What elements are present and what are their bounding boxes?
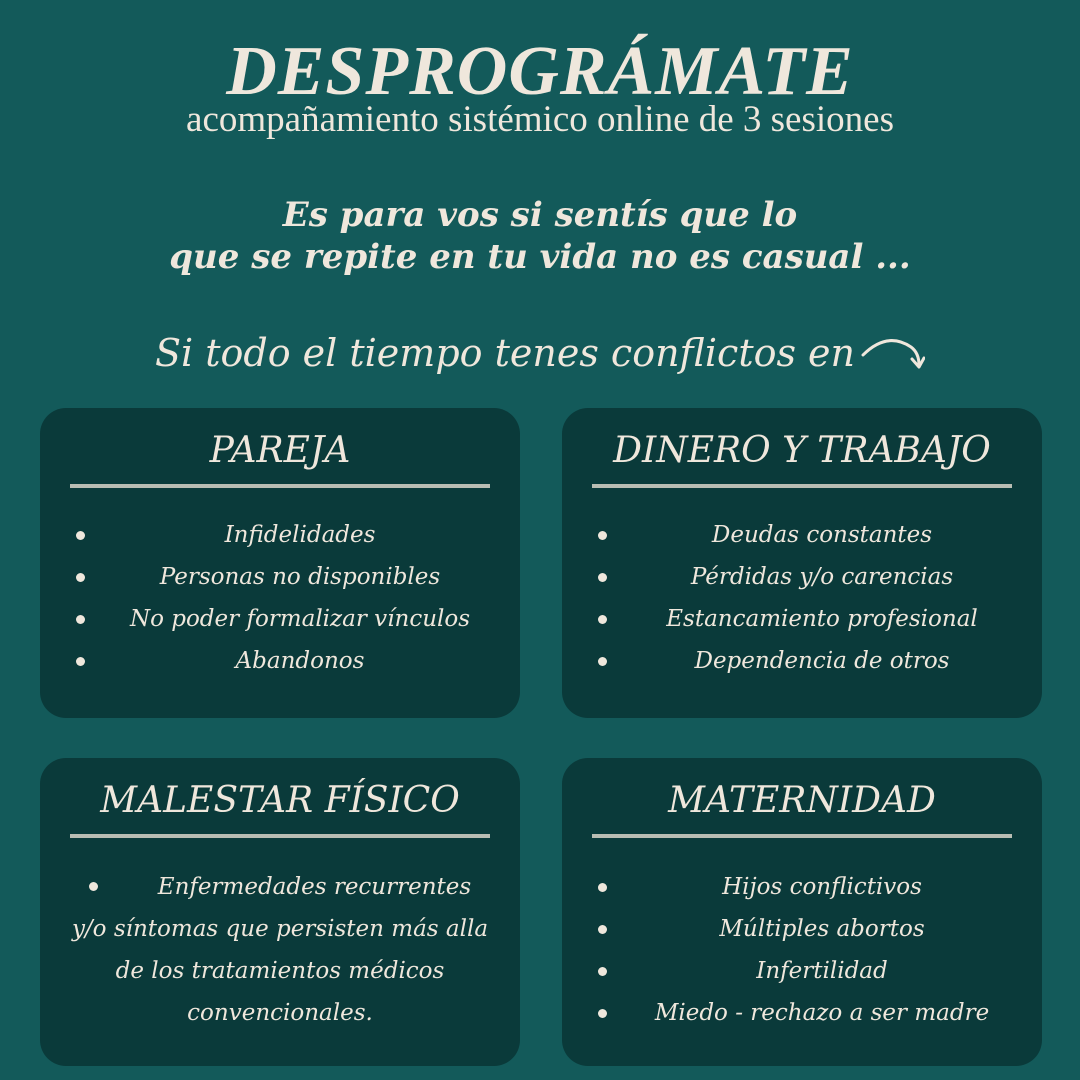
bullet-icon bbox=[598, 573, 607, 582]
list-item-label: Miedo - rechazo a ser madre bbox=[654, 1000, 990, 1026]
lead-text bbox=[0, 328, 1080, 385]
page-title: DESPROGRÁMATE bbox=[226, 33, 854, 110]
bullet-icon bbox=[598, 531, 607, 540]
list-item-label: Infidelidades bbox=[224, 522, 376, 548]
text-line: y/o síntomas que persisten más alla bbox=[71, 916, 489, 942]
list-item-label: Deudas constantes bbox=[711, 522, 933, 548]
list-item bbox=[40, 598, 520, 640]
list-item bbox=[562, 908, 1042, 950]
divider bbox=[70, 484, 490, 488]
text-line: de los tratamientos médicos bbox=[115, 958, 445, 984]
bullet-icon bbox=[76, 615, 85, 624]
symptom-description bbox=[60, 866, 500, 1034]
list-item bbox=[562, 992, 1042, 1034]
list-item-label: Estancamiento profesional bbox=[666, 606, 978, 632]
bullet-icon bbox=[598, 925, 607, 934]
card-title: DINERO Y TRABAJO bbox=[613, 430, 991, 471]
list-item bbox=[562, 598, 1042, 640]
item-list bbox=[562, 866, 1042, 1034]
bullet-icon bbox=[598, 1009, 607, 1018]
list-item bbox=[562, 866, 1042, 908]
text-line bbox=[60, 866, 500, 908]
divider bbox=[592, 834, 1012, 838]
intro-text bbox=[0, 194, 1080, 278]
item-list bbox=[40, 514, 520, 682]
curved-arrow-icon bbox=[859, 329, 925, 385]
list-item bbox=[40, 640, 520, 682]
card-pareja bbox=[40, 408, 520, 718]
list-item-label: Pérdidas y/o carencias bbox=[690, 564, 954, 590]
list-item-label: Infertilidad bbox=[756, 958, 888, 984]
list-item-label: Personas no disponibles bbox=[159, 564, 441, 590]
card-title: MALESTAR FÍSICO bbox=[100, 780, 460, 821]
text-line: convencionales. bbox=[187, 1000, 373, 1026]
divider bbox=[70, 834, 490, 838]
card-maternidad bbox=[562, 758, 1042, 1066]
list-item bbox=[40, 514, 520, 556]
card-malestar-fisico bbox=[40, 758, 520, 1066]
list-item bbox=[562, 514, 1042, 556]
intro-line-1: Es para vos si sentís que lo bbox=[282, 195, 798, 235]
list-item-label: Múltiples abortos bbox=[719, 916, 925, 942]
list-item-label: Dependencia de otros bbox=[694, 648, 950, 674]
list-item bbox=[562, 556, 1042, 598]
bullet-icon bbox=[598, 883, 607, 892]
intro-line-2: que se repite en tu vida no es casual ... bbox=[169, 237, 911, 277]
bullet-icon bbox=[598, 657, 607, 666]
card-dinero-trabajo bbox=[562, 408, 1042, 718]
list-item bbox=[562, 950, 1042, 992]
list-item-label: Abandonos bbox=[235, 648, 365, 674]
bullet-icon bbox=[76, 657, 85, 666]
card-title: MATERNIDAD bbox=[668, 780, 936, 821]
divider bbox=[592, 484, 1012, 488]
bullet-icon bbox=[598, 615, 607, 624]
item-list bbox=[562, 514, 1042, 682]
list-item-label: No poder formalizar vínculos bbox=[129, 606, 471, 632]
lead-label: Si todo el tiempo tenes conflictos en bbox=[154, 331, 856, 375]
list-item-label: Hijos conflictivos bbox=[722, 874, 922, 900]
list-item bbox=[40, 556, 520, 598]
bullet-icon bbox=[598, 967, 607, 976]
list-item bbox=[562, 640, 1042, 682]
bullet-icon bbox=[89, 882, 98, 891]
bullet-icon bbox=[76, 531, 85, 540]
bullet-icon bbox=[76, 573, 85, 582]
text-line-label: Enfermedades recurrentes bbox=[157, 874, 472, 900]
page-subtitle: acompañamiento sistémico online de 3 sesiones bbox=[186, 99, 894, 140]
card-title: PAREJA bbox=[209, 430, 351, 471]
